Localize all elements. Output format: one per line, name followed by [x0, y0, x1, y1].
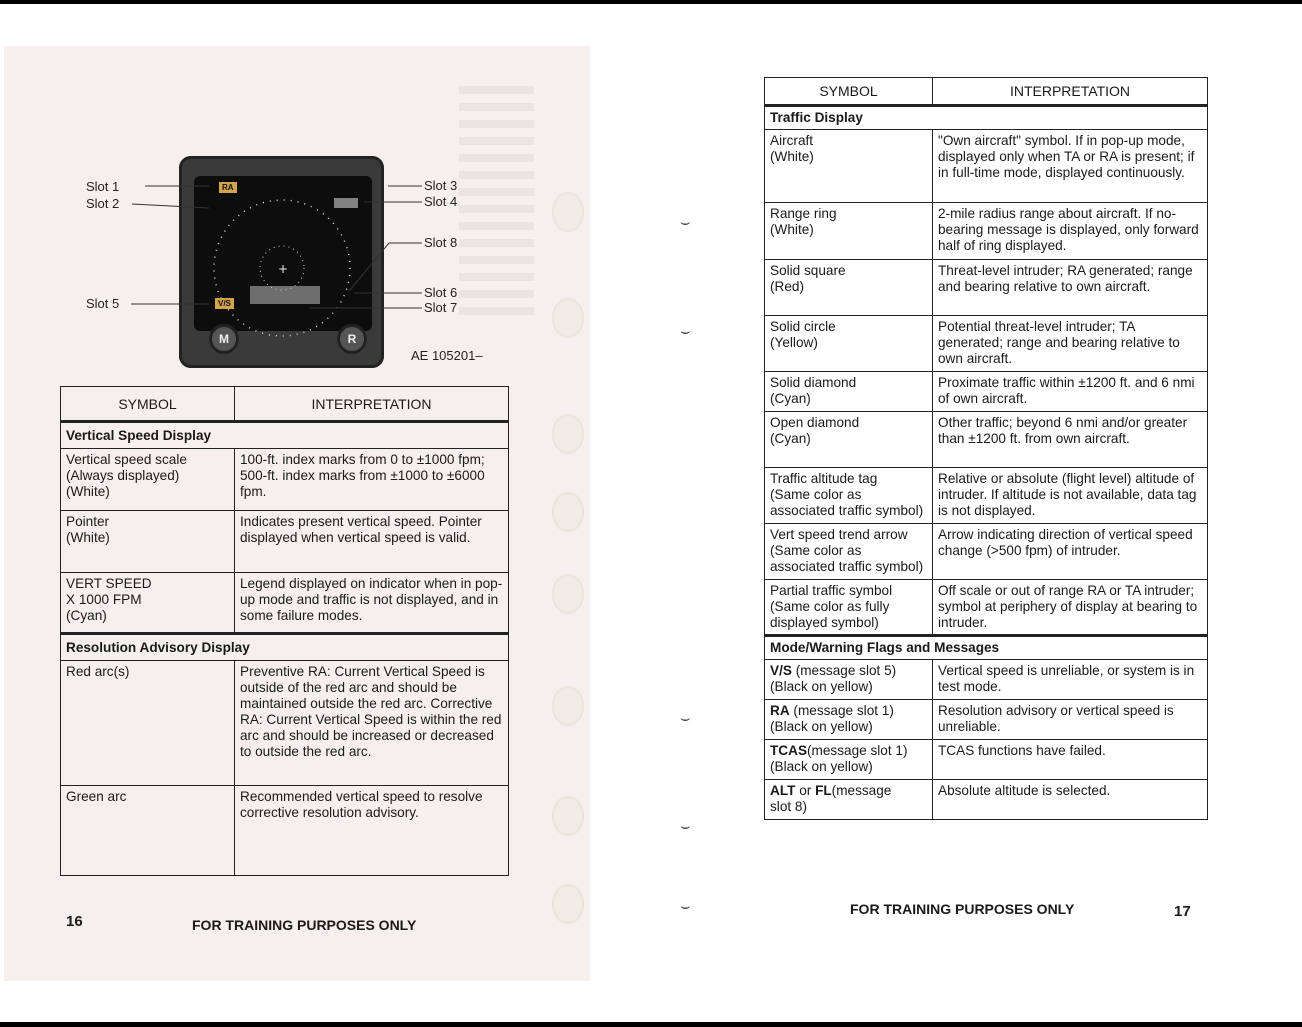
symbol-cell: Solid square (Red): [765, 260, 933, 316]
scan-mark: ⌣: [680, 214, 691, 231]
symbol-cell: Traffic altitude tag (Same color as associated traffic symbol): [765, 468, 933, 524]
slot-4-label: Slot 4: [424, 194, 458, 209]
section-title: Vertical Speed Display: [61, 422, 509, 449]
column-header: SYMBOL: [765, 78, 933, 106]
bottom-border: [0, 1022, 1302, 1027]
flag-connector: or: [795, 783, 816, 798]
page-footer: FOR TRAINING PURPOSES ONLY: [192, 917, 417, 933]
interpretation-cell: Other traffic; beyond 6 nmi and/or greater than ±1200 ft. from own aircraft.: [933, 412, 1208, 468]
section-title: Resolution Advisory Display: [61, 634, 509, 661]
flag-detail: (message slot 1) (Black on yellow): [770, 743, 908, 774]
punch-hole: [552, 686, 584, 726]
column-header: SYMBOL: [61, 387, 235, 422]
mode-knob: M: [209, 324, 239, 354]
slot-3-label: Slot 3: [424, 178, 458, 193]
right-symbol-table: [764, 77, 1208, 820]
punch-hole: [552, 884, 584, 924]
indicator-graphics: [4, 46, 590, 376]
symbol-cell: Pointer (White): [61, 511, 235, 573]
top-border: [0, 0, 1302, 4]
symbol-cell: Red arc(s): [61, 661, 235, 786]
symbol-cell: [765, 780, 933, 820]
symbol-cell: Range ring (White): [765, 203, 933, 260]
column-header: INTERPRETATION: [933, 78, 1208, 106]
interpretation-cell: Resolution advisory or vertical speed is unreliable.: [933, 700, 1208, 740]
interpretation-cell: 2-mile radius range about aircraft. If no-bearing message is displayed, only forward half of ring displayed.: [933, 203, 1208, 260]
scan-mark: ⌣: [680, 898, 691, 915]
interpretation-cell: 100-ft. index marks from 0 to ±1000 fpm; 500-ft. index marks from ±1000 to ±6000 fpm.: [235, 449, 509, 511]
symbol-cell: Green arc: [61, 786, 235, 876]
flag-name: FL: [815, 783, 832, 798]
flag-detail: (message slot 1) (Black on yellow): [770, 703, 894, 734]
interpretation-cell: Absolute altitude is selected.: [933, 780, 1208, 820]
interpretation-cell: Recommended vertical speed to resolve corrective resolution advisory.: [235, 786, 509, 876]
punch-hole: [552, 574, 584, 614]
symbol-cell: [765, 660, 933, 700]
symbol-cell: VERT SPEED X 1000 FPM (Cyan): [61, 573, 235, 634]
slot-2-label: Slot 2: [86, 196, 120, 211]
flag-detail: (message slot 5) (Black on yellow): [770, 663, 897, 694]
interpretation-cell: Potential threat-level intruder; TA generated; range and bearing relative to own aircraft.: [933, 316, 1208, 372]
interpretation-cell: Relative or absolute (flight level) altitude of intruder. If altitude is not available, data tag is not displayed.: [933, 468, 1208, 524]
punch-hole: [552, 796, 584, 836]
slot-5-label: Slot 5: [86, 296, 120, 311]
left-symbol-table: [60, 386, 509, 876]
symbol-cell: Partial traffic symbol (Same color as fully displayed symbol): [765, 580, 933, 636]
flag-name: RA: [770, 703, 790, 718]
interpretation-cell: Off scale or out of range RA or TA intruder; symbol at periphery of display at bearing to intruder.: [933, 580, 1208, 636]
symbol-cell: Aircraft (White): [765, 130, 933, 203]
slot-8-label: Slot 8: [424, 235, 458, 250]
punch-hole: [552, 492, 584, 532]
vs-message-tag: V/S: [215, 298, 234, 309]
interpretation-cell: TCAS functions have failed.: [933, 740, 1208, 780]
ra-message-tag: RA: [219, 182, 237, 193]
column-header: INTERPRETATION: [235, 387, 509, 422]
symbol-cell: Solid circle (Yellow): [765, 316, 933, 372]
interpretation-cell: Threat-level intruder; RA generated; range and bearing relative to own aircraft.: [933, 260, 1208, 316]
symbol-cell: Open diamond (Cyan): [765, 412, 933, 468]
symbol-cell: Vert speed trend arrow (Same color as associated traffic symbol): [765, 524, 933, 580]
page-number: 16: [66, 913, 83, 930]
interpretation-cell: Vertical speed is unreliable, or system is in test mode.: [933, 660, 1208, 700]
flag-name: TCAS: [770, 743, 808, 758]
symbol-cell: [765, 740, 933, 780]
flag-name: ALT: [770, 783, 796, 798]
tcas-indicator-figure: [4, 46, 590, 376]
slot-7-label: Slot 7: [424, 300, 458, 315]
interpretation-cell: Preventive RA: Current Vertical Speed is outside of the red arc and should be maintained outside the red arc. Corrective RA: Current Vertical Speed is within the red arc and should be increased or decreased to outside the red arc.: [235, 661, 509, 786]
page-footer: FOR TRAINING PURPOSES ONLY: [850, 901, 1075, 917]
symbol-cell: [765, 700, 933, 740]
scan-mark: ⌣: [680, 818, 691, 835]
slot-1-label: Slot 1: [86, 179, 120, 194]
punch-hole: [552, 414, 584, 454]
interpretation-cell: Indicates present vertical speed. Pointer displayed when vertical speed is valid.: [235, 511, 509, 573]
flag-name: V/S: [770, 663, 792, 678]
slot-6-label: Slot 6: [424, 285, 458, 300]
symbol-cell: Vertical speed scale (Always displayed) (White): [61, 449, 235, 511]
interpretation-cell: "Own aircraft" symbol. If in pop-up mode, displayed only when TA or RA is present; if in full-time mode, displayed continuously.: [933, 130, 1208, 203]
range-knob: R: [337, 324, 367, 354]
section-title: Mode/Warning Flags and Messages: [765, 636, 1208, 660]
interpretation-cell: Legend displayed on indicator when in pop-up mode and traffic is not displayed, and in some failure modes.: [235, 573, 509, 634]
page-number: 17: [1174, 903, 1191, 920]
left-page: [4, 46, 590, 981]
interpretation-cell: Arrow indicating direction of vertical speed change (>500 fpm) of intruder.: [933, 524, 1208, 580]
interpretation-cell: Proximate traffic within ±1200 ft. and 6 nmi of own aircraft.: [933, 372, 1208, 412]
scan-mark: ⌣: [680, 710, 691, 727]
symbol-cell: Solid diamond (Cyan): [765, 372, 933, 412]
scan-mark: ⌣: [680, 323, 691, 340]
figure-id: AE 105201–: [411, 348, 483, 363]
svg-text:+: +: [278, 262, 289, 276]
section-title: Traffic Display: [765, 106, 1208, 130]
flag-detail: (message slot 8): [770, 783, 892, 814]
